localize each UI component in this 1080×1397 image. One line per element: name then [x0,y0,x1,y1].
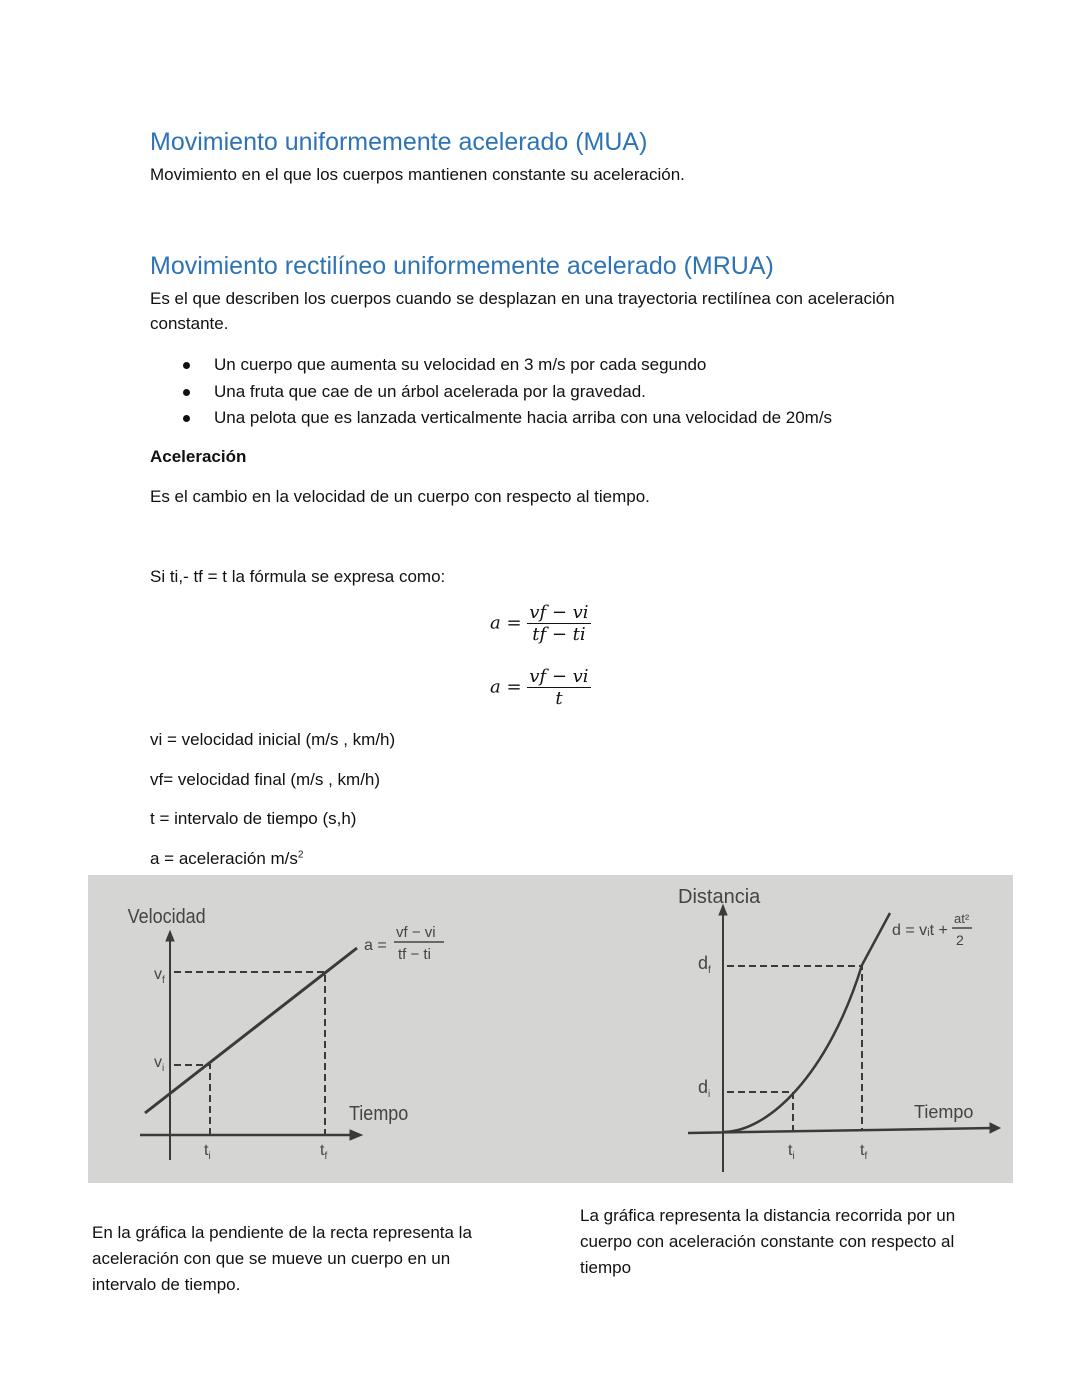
caption-distance-graph: La gráfica representa la distancia recorrida por un cuerpo con aceleración constante con respecto al tiempo [580,1206,956,1277]
distance-formula-num: at² [954,911,970,926]
formula-2 [490,666,591,709]
slope-formula-den: tf − ti [398,946,431,963]
x-label: Tiempo [914,1102,974,1122]
variable-vi: vi = velocidad inicial (m/s , km/h) [150,730,396,749]
list-item: Una pelota que es lanzada verticalmente hacia arriba con una velocidad de 20m/s [150,405,832,432]
variable-vf: vf= velocidad final (m/s , km/h) [150,770,381,789]
slope-formula: a = [364,937,387,954]
formula-lhs: a = [490,612,522,634]
mrua-definition-line1: Es el que describen los cuerpos cuando se desplazan en una trayectoria rectilínea con aceleración [150,289,895,308]
arrow-icon [350,1130,362,1140]
slope-formula-num: vf − vi [396,924,436,941]
mua-definition: Movimiento en el que los cuerpos mantienen constante su aceleración. [150,165,685,184]
vf-guide [174,972,325,1135]
formula-numerator: vf − vi [529,602,589,623]
tf-label: $t_f$ [860,1142,868,1162]
graphs-svg [88,875,1013,1183]
formula-intro: Si ti,- tf = t la fórmula se expresa como: [150,567,446,586]
distance-formula-den: 2 [956,932,964,948]
df-guide [727,966,862,1130]
variable-t: t = intervalo de tiempo (s,h) [150,809,357,828]
formula-denominator: t [555,688,563,709]
aceleracion-definition: Es el cambio en la velocidad de un cuerpo con respecto al tiempo. [150,487,650,506]
vf-label: $v_f$ [154,966,165,986]
arrow-icon [166,931,174,941]
graphs-figure [88,875,1013,1183]
variable-a [150,849,303,869]
di-guide [727,1092,793,1130]
variable-a-text: a = aceleración m/s [150,849,298,868]
list-item: Un cuerpo que aumenta su velocidad en 3 m/s por cada segundo [150,352,832,379]
examples-list [150,352,832,432]
velocity-graph [140,931,362,1160]
di-label: $d_i$ [698,1077,711,1100]
x-label: Tiempo [349,1103,409,1126]
tf-label: $t_f$ [320,1142,328,1162]
superscript: 2 [297,849,304,861]
distance-curve [723,913,890,1132]
formula-lhs: a = [490,676,522,698]
y-label: Distancia [678,886,761,908]
y-label: Velocidad [127,906,206,929]
caption-velocity-graph: En la gráfica la pendiente de la recta representa la aceleración con que se mueve un cuerpo en un intervalo de tiempo. [92,1223,472,1294]
distance-graph [688,905,1000,1172]
mrua-definition-line2: constante. [150,314,229,333]
df-label: $d_f$ [698,953,711,976]
formula-1 [490,602,591,645]
formula-denominator: tf − ti [532,624,586,645]
distance-formula: d = vᵢt + [892,922,948,939]
heading-aceleracion: Aceleración [150,447,247,466]
vi-label: $v_i$ [154,1054,165,1074]
arrow-icon [990,1123,1000,1133]
velocity-labels [128,906,444,1162]
heading-mrua: Movimiento rectilíneo uniformemente acelerado (MRUA) [150,252,774,280]
ti-label: $t_i$ [788,1142,795,1162]
ti-label: $t_i$ [204,1142,211,1162]
list-item: Una fruta que cae de un árbol acelerada por la gravedad. [150,379,832,406]
heading-mua: Movimiento uniformemente acelerado (MUA) [150,128,648,156]
formula-numerator: vf − vi [529,666,589,687]
